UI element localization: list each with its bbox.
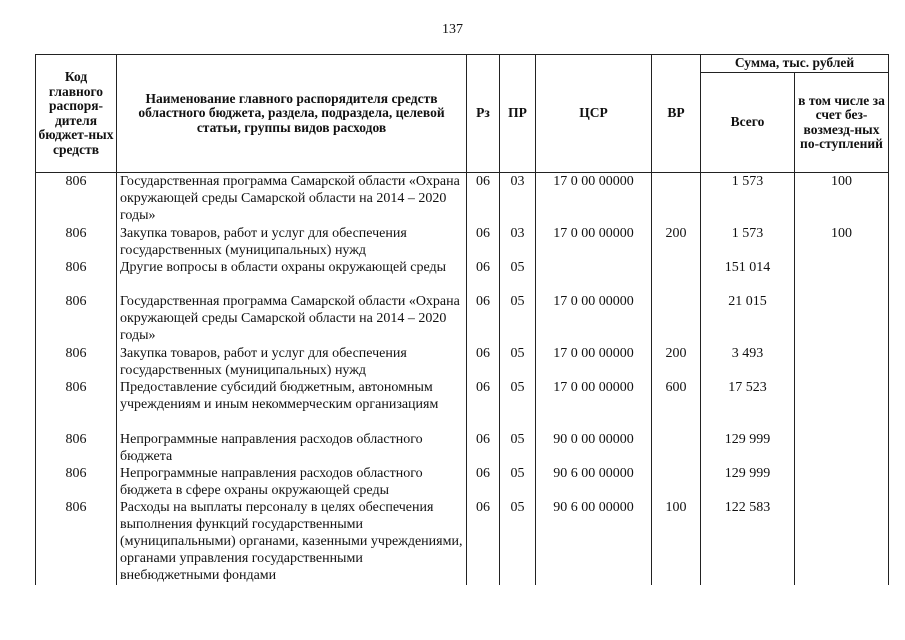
cell-vr: 600 [652, 379, 701, 431]
header-csr: ЦСР [536, 55, 652, 173]
header-vr: ВР [652, 55, 701, 173]
cell-code: 806 [36, 225, 117, 259]
cell-csr: 90 6 00 00000 [536, 465, 652, 499]
cell-vr: 200 [652, 225, 701, 259]
cell-rz: 06 [467, 465, 500, 499]
cell-code: 806 [36, 173, 117, 225]
cell-rz: 06 [467, 173, 500, 225]
cell-free: 100 [795, 173, 889, 225]
cell-vr [652, 259, 701, 293]
page-number: 137 [442, 22, 463, 37]
cell-total: 129 999 [701, 465, 795, 499]
cell-free: 100 [795, 225, 889, 259]
cell-pr: 05 [500, 499, 536, 585]
cell-pr: 05 [500, 345, 536, 379]
cell-total: 1 573 [701, 225, 795, 259]
table-header [36, 55, 889, 173]
table-row [36, 225, 889, 259]
cell-vr [652, 173, 701, 225]
header-code: Код главного распоря-дителя бюджет-ных средств [36, 55, 117, 173]
cell-vr [652, 465, 701, 499]
table-body [36, 173, 889, 585]
cell-code: 806 [36, 379, 117, 431]
cell-csr [536, 259, 652, 293]
cell-name: Расходы на выплаты персоналу в целях обеспечения выполнения функций государственными (муниципальными) органами, казенными учреждениями, органами управления государственными внебюджетными фондами [117, 499, 467, 585]
cell-rz: 06 [467, 225, 500, 259]
cell-free [795, 293, 889, 345]
cell-code: 806 [36, 431, 117, 465]
cell-csr: 17 0 00 00000 [536, 293, 652, 345]
cell-code: 806 [36, 293, 117, 345]
cell-csr: 17 0 00 00000 [536, 379, 652, 431]
cell-total: 129 999 [701, 431, 795, 465]
cell-name: Непрограммные направления расходов областного бюджета в сфере охраны окружающей среды [117, 465, 467, 499]
cell-code: 806 [36, 465, 117, 499]
cell-vr: 100 [652, 499, 701, 585]
cell-name: Государственная программа Самарской области «Охрана окружающей среды Самарской области на 2014 – 2020 годы» [117, 293, 467, 345]
cell-rz: 06 [467, 379, 500, 431]
cell-rz: 06 [467, 345, 500, 379]
cell-csr: 90 6 00 00000 [536, 499, 652, 585]
cell-rz: 06 [467, 499, 500, 585]
cell-csr: 90 0 00 00000 [536, 431, 652, 465]
cell-free [795, 431, 889, 465]
cell-total: 151 014 [701, 259, 795, 293]
cell-free [795, 499, 889, 585]
header-pr: ПР [500, 55, 536, 173]
header-rz: Рз [467, 55, 500, 173]
cell-vr [652, 293, 701, 345]
cell-pr: 05 [500, 259, 536, 293]
cell-free [795, 379, 889, 431]
cell-vr [652, 431, 701, 465]
cell-free [795, 465, 889, 499]
cell-csr: 17 0 00 00000 [536, 345, 652, 379]
cell-total: 21 015 [701, 293, 795, 345]
cell-name: Другие вопросы в области охраны окружающей среды [117, 259, 467, 293]
table-row [36, 465, 889, 499]
cell-rz: 06 [467, 293, 500, 345]
cell-name: Государственная программа Самарской области «Охрана окружающей среды Самарской области на 2014 – 2020 годы» [117, 173, 467, 225]
cell-csr: 17 0 00 00000 [536, 225, 652, 259]
cell-name: Закупка товаров, работ и услуг для обеспечения государственных (муниципальных) нужд [117, 345, 467, 379]
cell-total: 17 523 [701, 379, 795, 431]
cell-free [795, 345, 889, 379]
cell-name: Непрограммные направления расходов областного бюджета [117, 431, 467, 465]
cell-pr: 03 [500, 173, 536, 225]
cell-pr: 05 [500, 431, 536, 465]
header-name: Наименование главного распорядителя средств областного бюджета, раздела, подраздела, целевой статьи, группы видов расходов [117, 55, 467, 173]
cell-code: 806 [36, 259, 117, 293]
cell-csr: 17 0 00 00000 [536, 173, 652, 225]
cell-code: 806 [36, 499, 117, 585]
table-row [36, 379, 889, 431]
table-row [36, 293, 889, 345]
cell-pr: 05 [500, 379, 536, 431]
header-sum-group: Сумма, тыс. рублей [701, 55, 889, 73]
cell-total: 1 573 [701, 173, 795, 225]
table-row [36, 431, 889, 465]
cell-rz: 06 [467, 431, 500, 465]
cell-pr: 05 [500, 293, 536, 345]
table-row [36, 499, 889, 585]
cell-total: 122 583 [701, 499, 795, 585]
cell-name: Предоставление субсидий бюджетным, автономным учреждениям и иным некоммерческим организациям [117, 379, 467, 431]
budget-table [35, 54, 889, 585]
cell-pr: 03 [500, 225, 536, 259]
table-row [36, 345, 889, 379]
cell-name: Закупка товаров, работ и услуг для обеспечения государственных (муниципальных) нужд [117, 225, 467, 259]
cell-total: 3 493 [701, 345, 795, 379]
cell-rz: 06 [467, 259, 500, 293]
table-row [36, 173, 889, 225]
cell-free [795, 259, 889, 293]
cell-pr: 05 [500, 465, 536, 499]
table-row [36, 259, 889, 293]
cell-vr: 200 [652, 345, 701, 379]
header-total: Всего [701, 73, 795, 173]
cell-code: 806 [36, 345, 117, 379]
header-free: в том числе за счет без-возмезд-ных по-ступлений [795, 73, 889, 173]
